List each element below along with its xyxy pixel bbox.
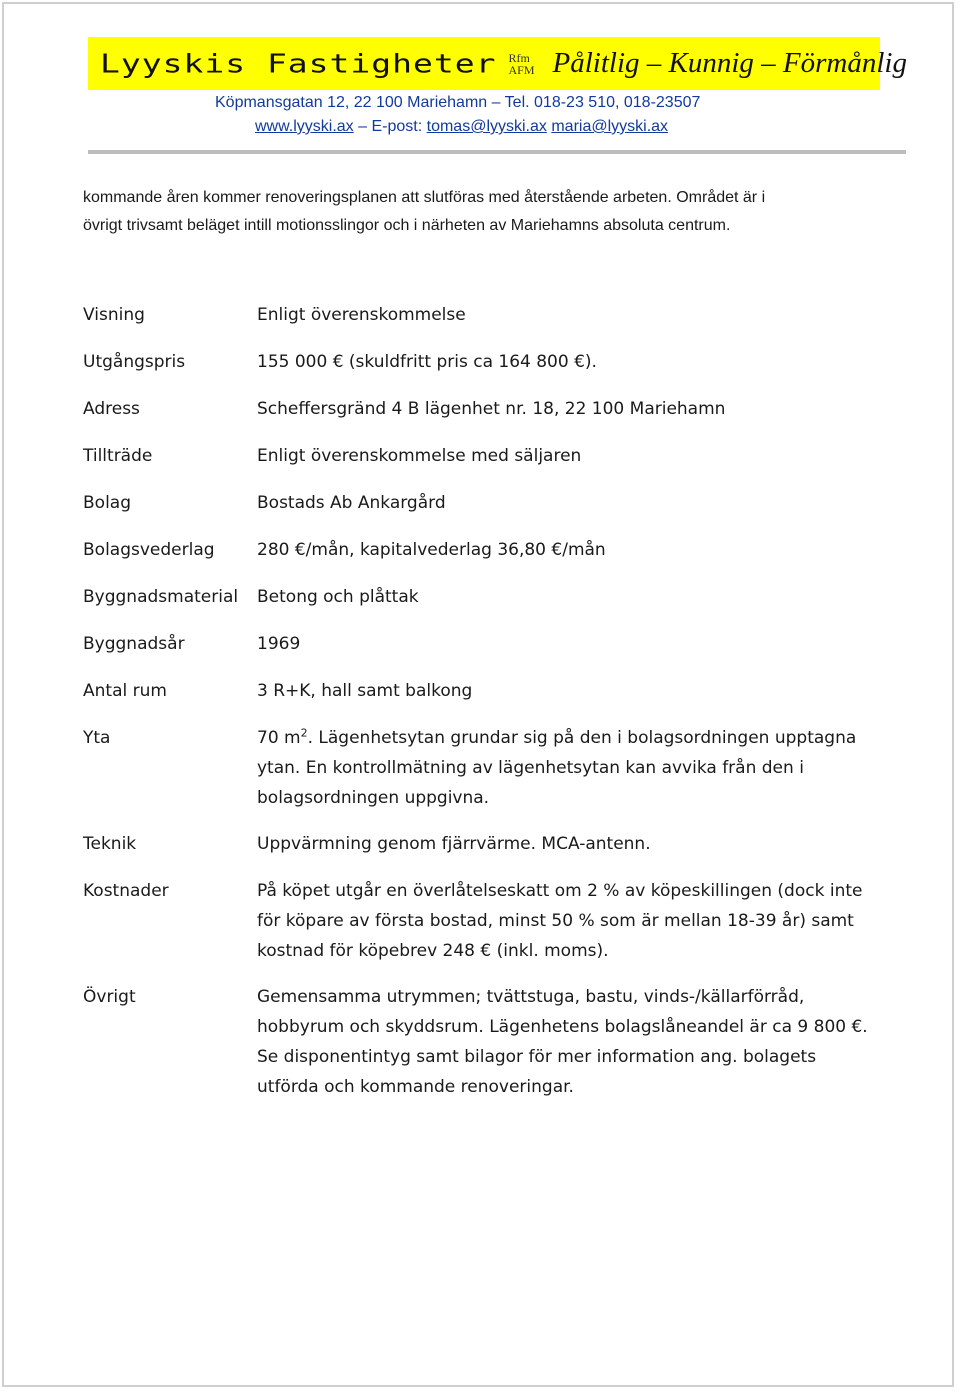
intro-line-1: kommande åren kommer renoveringsplanen att slutföras med återstående arbeten. Området är i	[83, 189, 766, 206]
value-kostnader: På köpet utgår en överlåtelseskatt om 2 % av köpeskillingen (dock inte för köpare av första bostad, minst 50 % som är mellan 18-39 år) samt kostnad för köpebrev 248 € (inkl. moms).	[257, 881, 863, 961]
label-antal-rum: Antal rum	[83, 681, 167, 701]
address-line: Köpmansgatan 12, 22 100 Mariehamn – Tel. 018-23 510, 018-23507	[215, 94, 701, 111]
value-utgangspris: 155 000 € (skuldfritt pris ca 164 800 €).	[257, 352, 597, 372]
yta-superscript: 2	[300, 726, 308, 740]
yta-description: . Lägenhetsytan grundar sig på den i bolagsordningen upptagna ytan. En kontrollmätning av lägenhetsytan kan avvika från den i bolagsordningen uppgivna.	[257, 728, 857, 808]
website-link[interactable]: www.lyyski.ax	[255, 118, 354, 135]
brand-badge-bottom: AFM	[508, 62, 535, 77]
brand-logo-text: Lyyskis Fastigheter	[100, 48, 497, 79]
email-label: – E-post:	[358, 118, 423, 135]
value-bolagsvederlag: 280 €/mån, kapitalvederlag 36,80 €/mån	[257, 540, 606, 560]
tagline: Pålitlig – Kunnig – Förmånlig	[552, 47, 907, 79]
label-yta: Yta	[83, 728, 111, 748]
label-teknik: Teknik	[83, 834, 137, 854]
email-link-maria[interactable]: maria@lyyski.ax	[551, 118, 669, 135]
label-utgangspris: Utgångspris	[83, 352, 186, 372]
label-byggnadsmaterial: Byggnadsmaterial	[83, 587, 239, 607]
label-visning: Visning	[83, 305, 145, 325]
intro-paragraph	[83, 184, 883, 240]
value-byggnadsmaterial: Betong och plåttak	[257, 587, 419, 607]
value-antal-rum: 3 R+K, hall samt balkong	[257, 681, 473, 701]
brand-badge	[509, 52, 535, 76]
brand-badge-top: Rfm	[508, 50, 530, 65]
contact-links	[255, 118, 668, 136]
label-adress: Adress	[83, 399, 140, 419]
value-adress: Scheffersgränd 4 B lägenhet nr. 18, 22 100 Mariehamn	[257, 399, 726, 419]
value-visning: Enligt överenskommelse	[257, 305, 466, 325]
yta-area: 70 m	[257, 728, 301, 748]
label-bolagsvederlag: Bolagsvederlag	[83, 540, 215, 560]
label-tilltrade: Tillträde	[83, 446, 153, 466]
label-ovrigt: Övrigt	[83, 987, 136, 1007]
label-byggnadsar: Byggnadsår	[83, 634, 185, 654]
label-kostnader: Kostnader	[83, 881, 169, 901]
value-byggnadsar: 1969	[257, 634, 301, 654]
value-tilltrade: Enligt överenskommelse med säljaren	[257, 446, 582, 466]
value-ovrigt: Gemensamma utrymmen; tvättstuga, bastu, vinds-/källarförråd, hobbyrum och skyddsrum. Lägenhetens bolagslåneandel är ca 9 800 €. Se disponentintyg samt bilagor för mer information ang. bolagets utförda och kommande renoveringar.	[257, 987, 868, 1097]
label-bolag: Bolag	[83, 493, 131, 513]
value-bolag: Bostads Ab Ankargård	[257, 493, 446, 513]
value-teknik: Uppvärmning genom fjärrvärme. MCA-antenn.	[257, 834, 651, 854]
email-link-tomas[interactable]: tomas@lyyski.ax	[426, 118, 547, 135]
header-banner	[88, 37, 907, 90]
header-divider	[88, 150, 906, 154]
intro-line-2: övrigt trivsamt beläget intill motionsslingor och i närheten av Mariehamns absoluta centrum.	[83, 217, 731, 234]
value-yta	[257, 723, 877, 813]
